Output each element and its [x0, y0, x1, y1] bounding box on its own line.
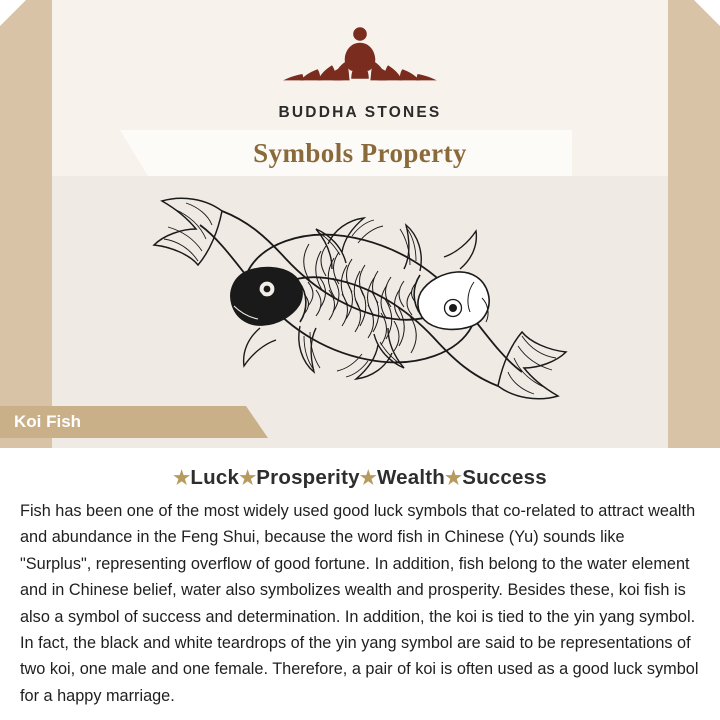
koi-fish-label-tab — [0, 406, 246, 438]
description-section — [0, 448, 720, 720]
star-icon-2: ★ — [239, 468, 257, 489]
keyword-success: Success — [462, 466, 547, 489]
star-icon-4: ★ — [444, 468, 463, 489]
keyword-prosperity: Prosperity — [256, 466, 360, 489]
brand-name: BUDDHA STONES — [278, 104, 442, 121]
keyword-luck: Luck — [190, 466, 240, 489]
yin-yang-koi-fish-illustration — [52, 186, 668, 411]
description-paragraph: Fish has been one of the most widely used good luck symbols that co-related to attract wealth and abundance in the Feng Shui, because the word fish in Chinese (Yu) sounds like "Surplus", representing overflow of good fortune. In addition, fish belong to the water element and in Chinese belief, water also symbolizes wealth and prosperity. Besides these, koi fish is also a symbol of success and determination. In addition, the koi is tied to the yin yang symbol. In fact, the black and white teardrops of the yin yang symbol are said to be representations of two koi, one male and one female. Therefore, a pair of koi is often used as a good luck symbol for a happy marriage. — [20, 502, 699, 705]
page-title: Symbols Property — [253, 137, 467, 168]
keyword-wealth: Wealth — [376, 466, 445, 489]
title-ribbon — [148, 130, 572, 176]
star-icon-1: ★ — [173, 468, 191, 489]
label-tab-text: Koi Fish — [14, 412, 82, 431]
keyword-tagline — [18, 466, 702, 490]
star-icon-3: ★ — [359, 468, 377, 489]
koi-fish-svg — [52, 186, 668, 411]
brand-logo — [0, 18, 720, 122]
lotus-meditation-icon — [276, 18, 444, 98]
